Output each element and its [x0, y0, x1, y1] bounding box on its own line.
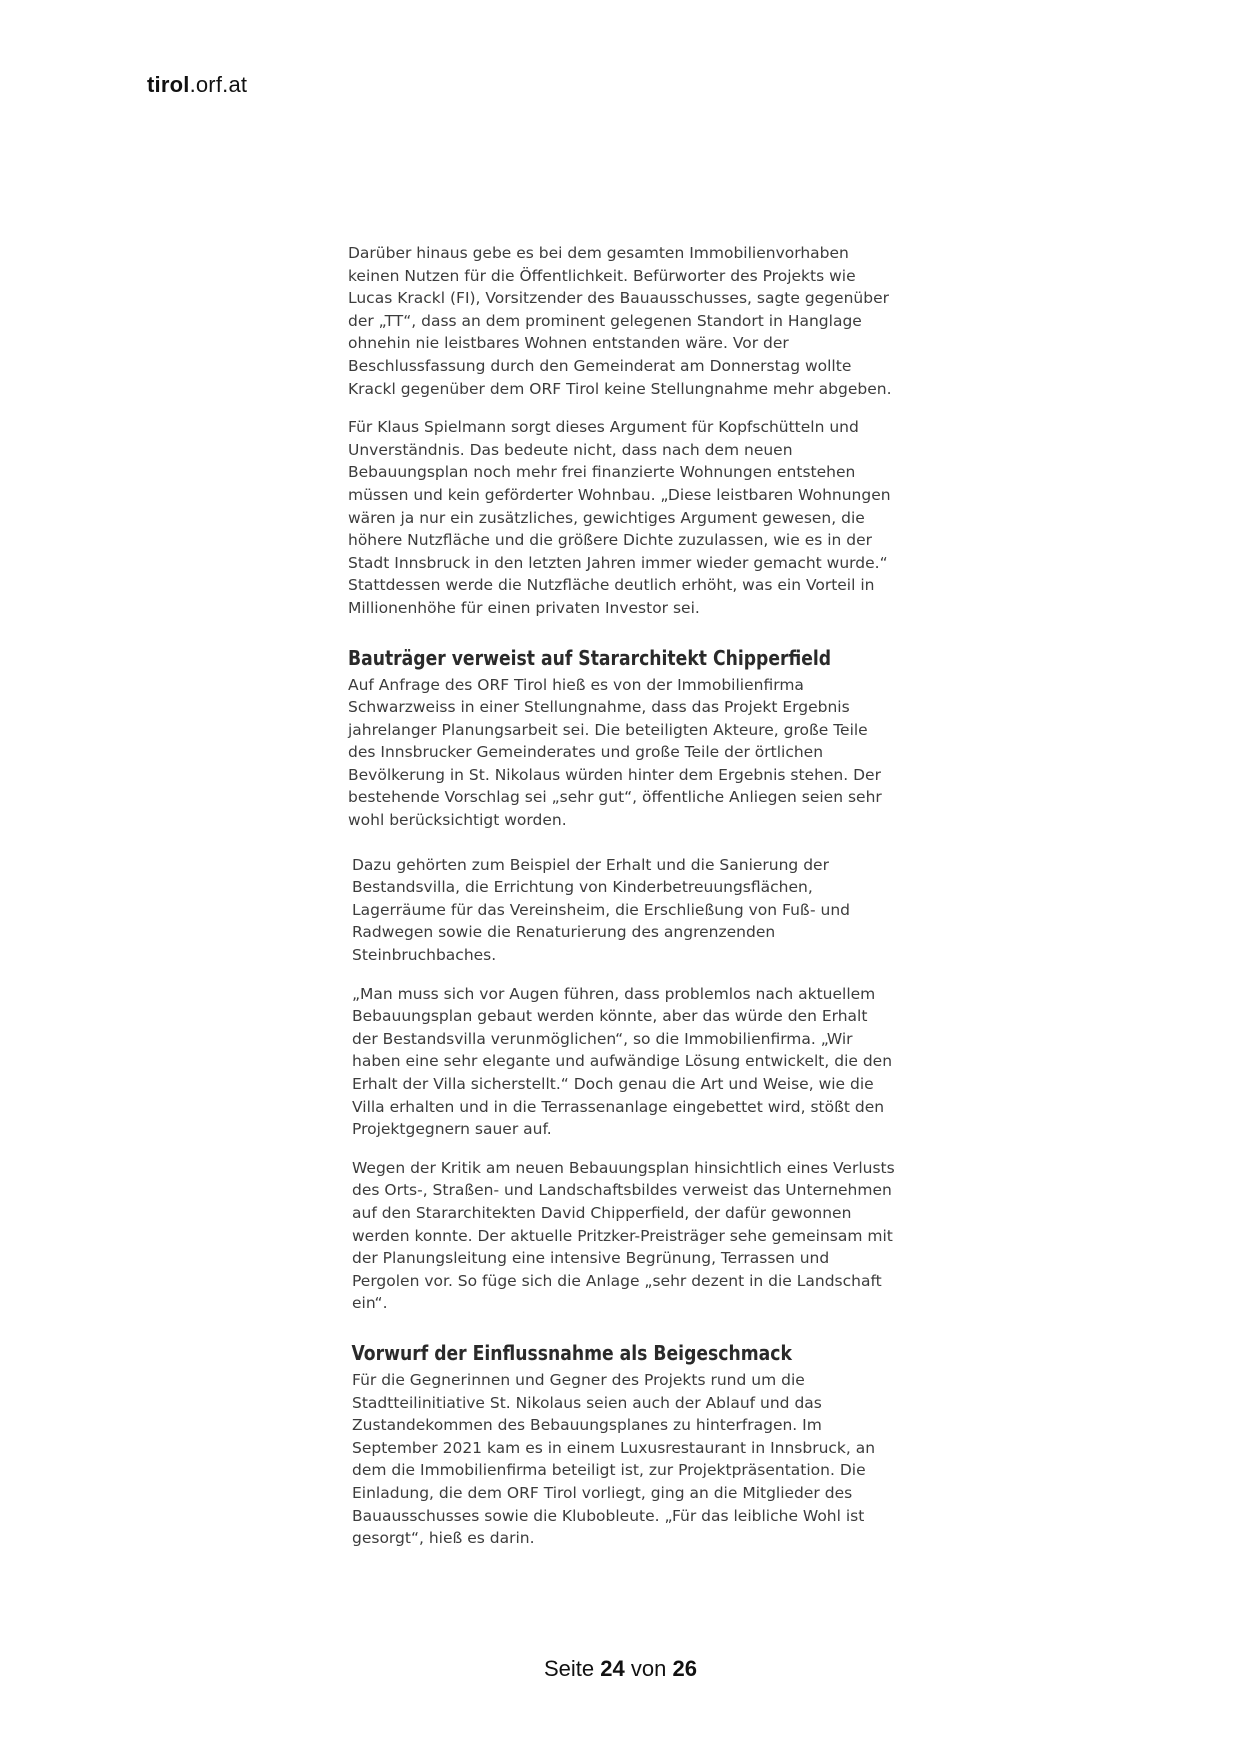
site-logo-domain: .orf.at	[189, 72, 248, 97]
article-paragraph: Für die Gegnerinnen und Gegner des Projekts rund um die Stadtteilinitiative St. Nikolaus seien auch der Ablauf und das Zustandekommen des Bebauungsplanes zu hinterfragen. Im September 2021 kam es in einem Luxusrestaurant in Innsbruck, an dem die Immobilienfirma beteiligt ist, zur Projektpräsentation. Die Einladung, die dem ORF Tirol vorliegt, ging an die Mitglieder des Bauausschusses sowie die Klubobleute. „Für das leibliche Wohl ist gesorgt“, hieß es darin.	[352, 1370, 876, 1548]
article-paragraph: Dazu gehörten zum Beispiel der Erhalt und die Sanierung der Bestandsvilla, die Errichtung von Kinderbetreuungsflächen, Lagerräume für das Vereinsheim, die Erschließung von Fuß- und Radwegen sowie die Renaturierung des angrenzenden Steinbruchbaches.	[352, 855, 850, 965]
article-paragraph: Wegen der Kritik am neuen Bebauungsplan hinsichtlich eines Verlusts des Orts-, Straßen- und Landschaftsbildes verweist das Unternehmen auf den Stararchitekten David Chipperfield, der dafür gewonnen werden konnte. Der aktuelle Pritzker-Preisträger sehe gemeinsam mit der Planungsleitung eine intensive Begrünung, Terrassen und Pergolen vor. So füge sich die Anlage „sehr dezent in die Landschaft ein“.	[352, 1158, 895, 1313]
section-heading: Vorwurf der Einflussnahme als Beigeschmack	[351, 1340, 792, 1365]
article-paragraph: „Man muss sich vor Augen führen, dass problemlos nach aktuellem Bebauungsplan gebaut werden könnte, aber das würde den Erhalt der Bestandsvilla verunmöglichen“, so die Immobilienfirma. „Wir haben eine sehr elegante und aufwändige Lösung entwickelt, die den Erhalt der Villa sicherstellt.“ Doch genau die Art und Weise, wie die Villa erhalten und in die Terrassenanlage eingebettet wird, stößt den Projektgegnern sauer auf.	[352, 984, 893, 1139]
page-current: 24	[600, 1656, 625, 1681]
page-label: Seite	[544, 1656, 595, 1681]
page-number	[0, 1656, 1241, 1682]
page-of-label: von	[630, 1656, 667, 1681]
page-total: 26	[672, 1656, 697, 1681]
site-logo	[147, 72, 247, 98]
site-logo-bold: tirol	[147, 72, 190, 97]
article-paragraph: Für Klaus Spielmann sorgt dieses Argument für Kopfschütteln und Unverständnis. Das bedeute nicht, dass nach dem neuen Bebauungsplan noch mehr frei finanzierte Wohnungen entstehen müssen und kein geförderter Wohnbau. „Diese leistbaren Wohnungen wären ja nur ein zusätzliches, gewichtiges Argument gewesen, die höhere Nutzfläche und die größere Dichte zuzulassen, wie es in der Stadt Innsbruck in den letzten Jahren immer wieder gemacht wurde.“ Stattdessen werde die Nutzfläche deutlich erhöht, was ein Vorteil in Millionenhöhe für einen privaten Investor sei.	[348, 418, 891, 617]
article-paragraph: Darüber hinaus gebe es bei dem gesamten Immobilienvorhaben keinen Nutzen für die Öffentlichkeit. Befürworter des Projekts wie Lucas Krackl (FI), Vorsitzender des Bauausschusses, sagte gegenüber der „TT“, dass an dem prominent gelegenen Standort in Hanglage ohnehin nie leistbares Wohnen entstanden wäre. Vor der Beschlussfassung durch den Gemeinderat am Donnerstag wollte Krackl gegenüber dem ORF Tirol keine Stellungnahme mehr abgeben.	[348, 244, 892, 398]
section-heading: Bauträger verweist auf Stararchitekt Chipperfield	[348, 645, 832, 670]
article-paragraph: Auf Anfrage des ORF Tirol hieß es von der Immobilienfirma Schwarzweiss in einer Stellungnahme, dass das Projekt Ergebnis jahrelanger Planungsarbeit sei. Die beteiligten Akteure, große Teile des Innsbrucker Gemeinderates und große Teile der örtlichen Bevölkerung in St. Nikolaus würden hinter dem Ergebnis stehen. Der bestehende Vorschlag sei „sehr gut“, öffentliche Anliegen seien sehr wohl berücksichtigt worden.	[348, 675, 882, 830]
article-body	[348, 242, 896, 1566]
